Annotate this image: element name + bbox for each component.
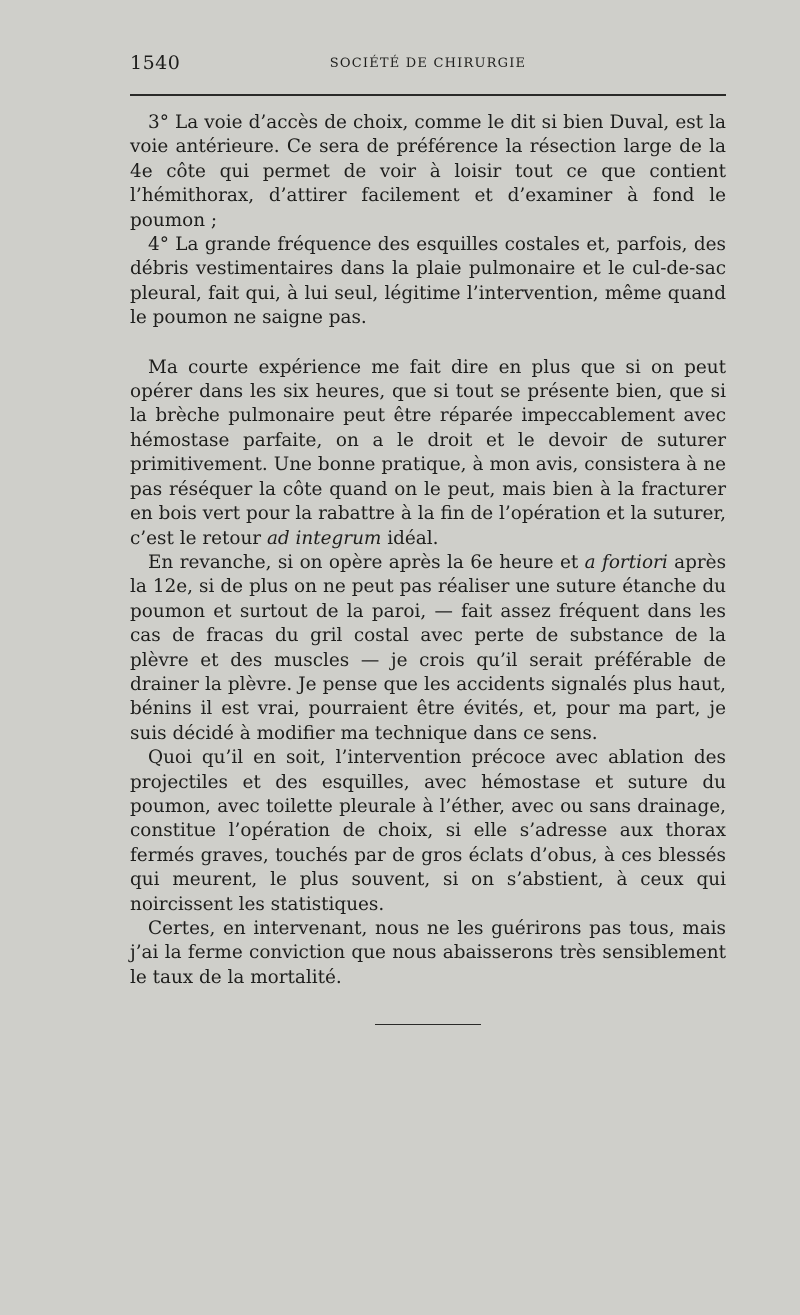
end-rule (375, 1024, 481, 1025)
paragraph-point-4: 4° La grande fréquence des esquilles costales et, parfois, des débris vestimentaires dans la plaie pulmonaire et le cul-de-sac pleural, fait qui, à lui seul, légitime l’intervention, même quand le poumon ne saigne pas. (130, 234, 726, 329)
paragraph-final: Certes, en intervenant, nous ne les guérirons pas tous, mais j’ai la ferme conviction que nous abaisserons très sensiblement le taux de la mortalité. (130, 918, 726, 988)
paragraph-conclusion: Quoi qu’il en soit, l’intervention précoce avec ablation des projectiles et des esquilles, avec hémostase et suture du poumon, avec toilette pleurale à l’éther, avec ou sans drainage, constitue l’opération de choix, si elle s’adresse aux thorax fermés graves, touchés par de gros éclats d’obus, à ces blessés qui meurent, le plus souvent, si on s’abstient, à ceux qui noircissent les statistiques. (130, 747, 726, 915)
page-number: 1540 (130, 52, 181, 74)
italic-term: a fortiori (584, 551, 668, 573)
running-head: SOCIÉTÉ DE CHIRURGIE (329, 56, 527, 71)
body-text (130, 111, 726, 990)
paragraph-experience: Ma courte expérience me fait dire en plus que si on peut opérer dans les six heures, que si tout se présente bien, que si la brèche pulmonaire peut être réparée impeccablement avec hémostase parfaite, on a le droit et le devoir de suturer primitivement. Une bonne pratique, à mon avis, consistera à ne pas réséquer la côte quand on le peut, mais bien à la fracturer en bois vert pour la rabattre à la fin de l’opération et la suturer, c’est le retour ad integrum idéal. (130, 356, 726, 549)
header-rule (130, 94, 726, 96)
italic-term: ad integrum (266, 527, 382, 549)
page-header (130, 52, 726, 82)
paragraph-revanche: En revanche, si on opère après la 6e heure et a fortiori après la 12e, si de plus on ne peut pas réaliser une suture étanche du poumon et surtout de la paroi, — fait assez fréquent dans les cas de fracas du gril costal avec perte de substance de la plèvre et des muscles — je crois qu’il serait préférable de drainer la plèvre. Je pense que les accidents signalés plus haut, bénins il est vrai, pourraient être évités, et, pour ma part, je suis décidé à modifier ma technique dans ce sens. (130, 551, 727, 744)
paragraph-point-3: 3° La voie d’accès de choix, comme le dit si bien Duval, est la voie antérieure. Ce sera de préférence la résection large de la 4e côte qui permet de voir à loisir tout ce que contient l’hémithorax, d’attirer facilement et d’examiner à fond le poumon ; (130, 112, 726, 231)
